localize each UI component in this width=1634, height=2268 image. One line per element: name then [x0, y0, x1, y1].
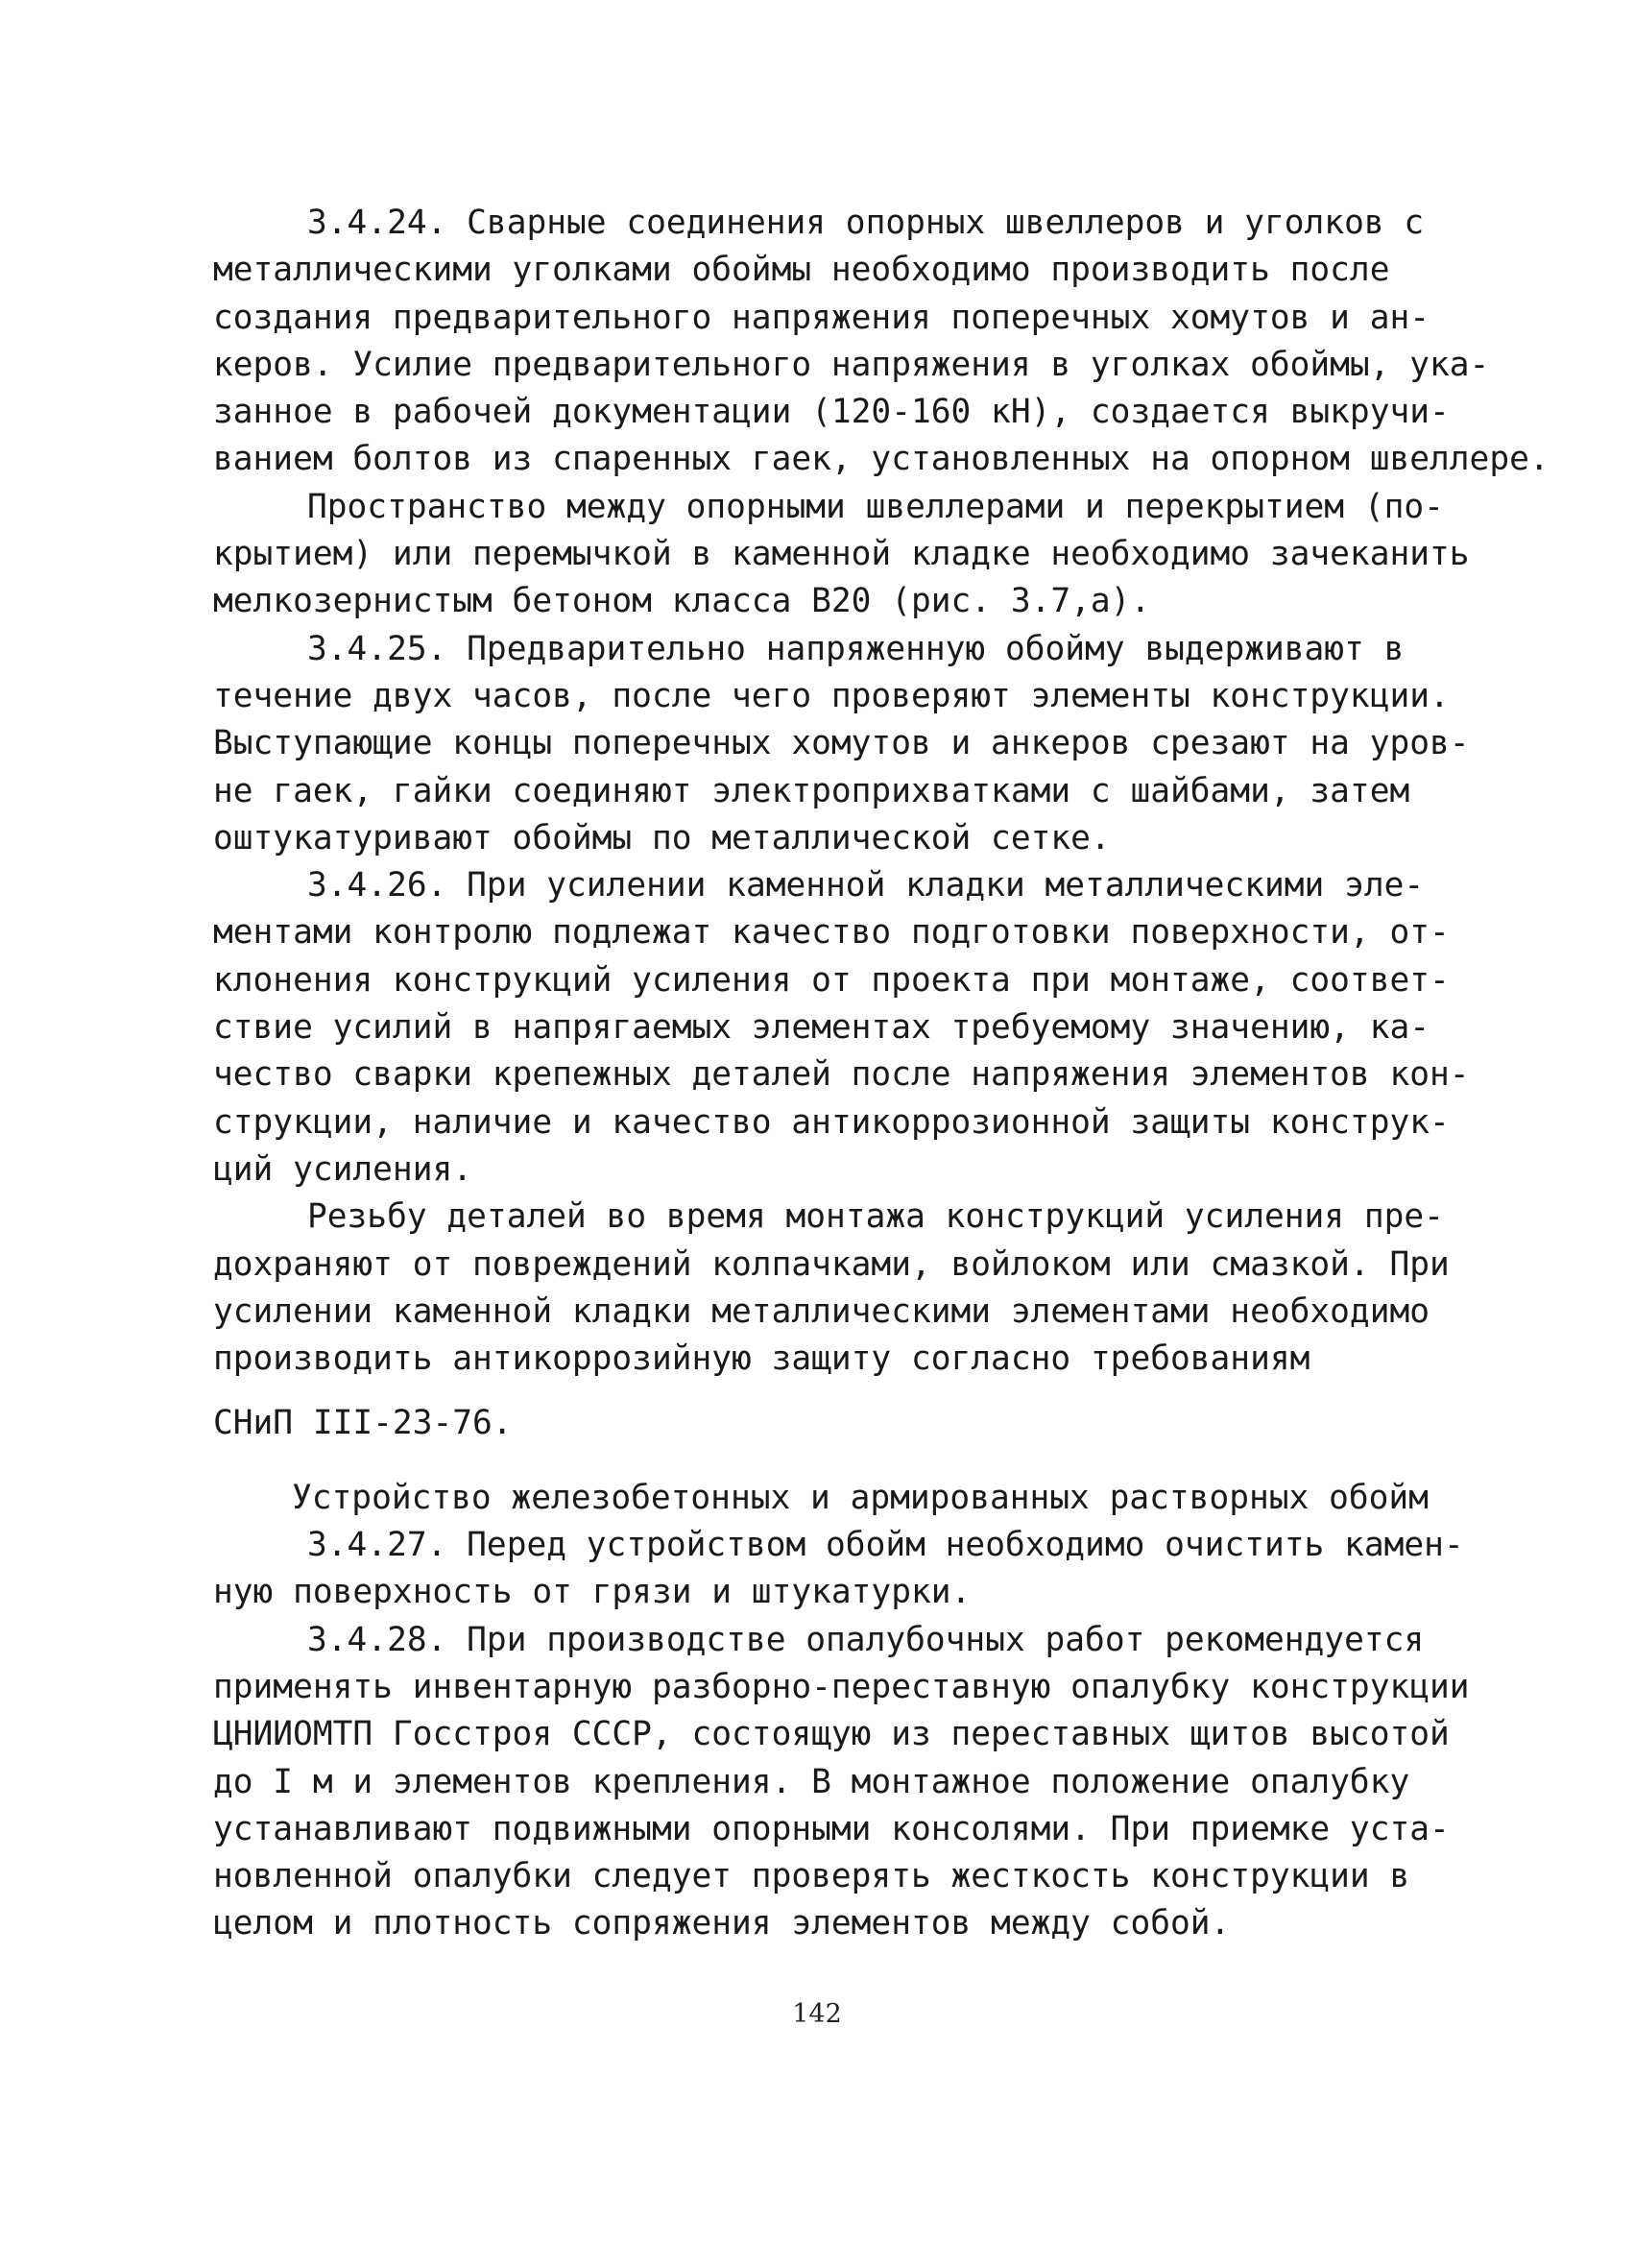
paragraph-3-4-25-line: Выступающие концы поперечных хомутов и анкеров срезают на уров- — [213, 724, 1470, 763]
body-text — [213, 200, 1550, 1948]
paragraph-3-4-26-line: клонения конструкций усиления от проекта при монтаже, соответ- — [213, 960, 1450, 1000]
paragraph-3-4-26-line: струкции, наличие и качество антикоррозионной защиты конструк- — [213, 1102, 1450, 1142]
paragraph-space-line: мелкозернистым бетоном класса В20 (рис. 3.7,а). — [213, 582, 1151, 621]
paragraph-3-4-28-line: ЦНИИОМТП Госстроя СССР, состоящую из переставных щитов высотой — [213, 1715, 1450, 1754]
paragraph-space-line: Пространство между опорными швеллерами и перекрытием (по- — [307, 487, 1444, 526]
paragraph-3-4-26-line: ций усиления. — [213, 1149, 473, 1189]
paragraph-thread-line: СНиП III-23-76. — [213, 1404, 513, 1443]
paragraph-3-4-26-line: 3.4.26. При усилении каменной кладки металлическими эле- — [307, 866, 1425, 905]
paragraph-3-4-27-line: 3.4.27. Перед устройством обойм необходимо очистить камен- — [307, 1526, 1464, 1565]
paragraph-3-4-25-line: течение двух часов, после чего проверяют элементы конструкции. — [213, 676, 1450, 715]
paragraph-thread-line: усилении каменной кладки металлическими элементами необходимо — [213, 1291, 1430, 1331]
paragraph-3-4-28-line: устанавливают подвижными опорными консолями. При приемке уста- — [213, 1809, 1450, 1848]
paragraph-3-4-25-line: оштукатуривают обоймы по металлической сетке. — [213, 818, 1111, 857]
paragraph-thread-line: Резьбу деталей во время монтажа конструкций усиления пре- — [307, 1197, 1444, 1237]
paragraph-3-4-28-line: до I м и элементов крепления. В монтажное положение опалубку — [213, 1762, 1410, 1801]
paragraph-3-4-25-line: 3.4.25. Предварительно напряженную обойму выдерживают в — [307, 629, 1405, 668]
paragraph-3-4-24-line: ванием болтов из спаренных гаек, установленных на опорном швеллере. — [213, 440, 1550, 479]
paragraph-3-4-28-line: применять инвентарную разборно-переставную опалубку конструкции — [213, 1667, 1470, 1706]
paragraph-3-4-27-line: ную поверхность от грязи и штукатурки. — [213, 1573, 972, 1612]
paragraph-3-4-24-line: керов. Усилие предварительного напряжения в уголках обоймы, ука- — [213, 345, 1490, 384]
paragraph-3-4-28-line: 3.4.28. При производстве опалубочных работ рекомендуется — [307, 1620, 1425, 1659]
paragraph-thread-line: дохраняют от повреждений колпачками, войлоком или смазкой. При — [213, 1244, 1450, 1284]
paragraph-3-4-24-line: создания предварительного напряжения поперечных хомутов и ан- — [213, 298, 1430, 337]
paragraph-3-4-26-line: чество сварки крепежных деталей после напряжения элементов кон- — [213, 1055, 1470, 1095]
paragraph-3-4-25-line: не гаек, гайки соединяют электроприхватками с шайбами, затем — [213, 771, 1410, 810]
paragraph-3-4-28-line: новленной опалубки следует проверять жесткость конструкции в — [213, 1857, 1410, 1896]
paragraph-3-4-24-line: металлическими уголками обоймы необходимо производить после — [213, 251, 1390, 290]
section-heading: Устройство железобетонных и армированных растворных обойм — [292, 1478, 1429, 1517]
paragraph-3-4-28-line: целом и плотность сопряжения элементов между собой. — [213, 1904, 1231, 1943]
paragraph-3-4-26-line: ментами контролю подлежат качество подготовки поверхности, от- — [213, 913, 1450, 953]
paragraph-3-4-26-line: ствие усилий в напрягаемых элементах требуемому значению, ка- — [213, 1008, 1430, 1048]
paragraph-thread-line: производить антикоррозийную защиту согласно требованиям — [213, 1339, 1310, 1379]
paragraph-space-line: крытием) или перемычкой в каменной кладке необходимо зачеканить — [213, 535, 1470, 574]
paragraph-3-4-24-line: 3.4.24. Сварные соединения опорных швеллеров и уголков с — [307, 204, 1425, 242]
page-number: 142 — [792, 1999, 842, 2029]
paragraph-3-4-24-line: занное в рабочей документации (120-160 кН), создается выкручи- — [213, 393, 1450, 432]
